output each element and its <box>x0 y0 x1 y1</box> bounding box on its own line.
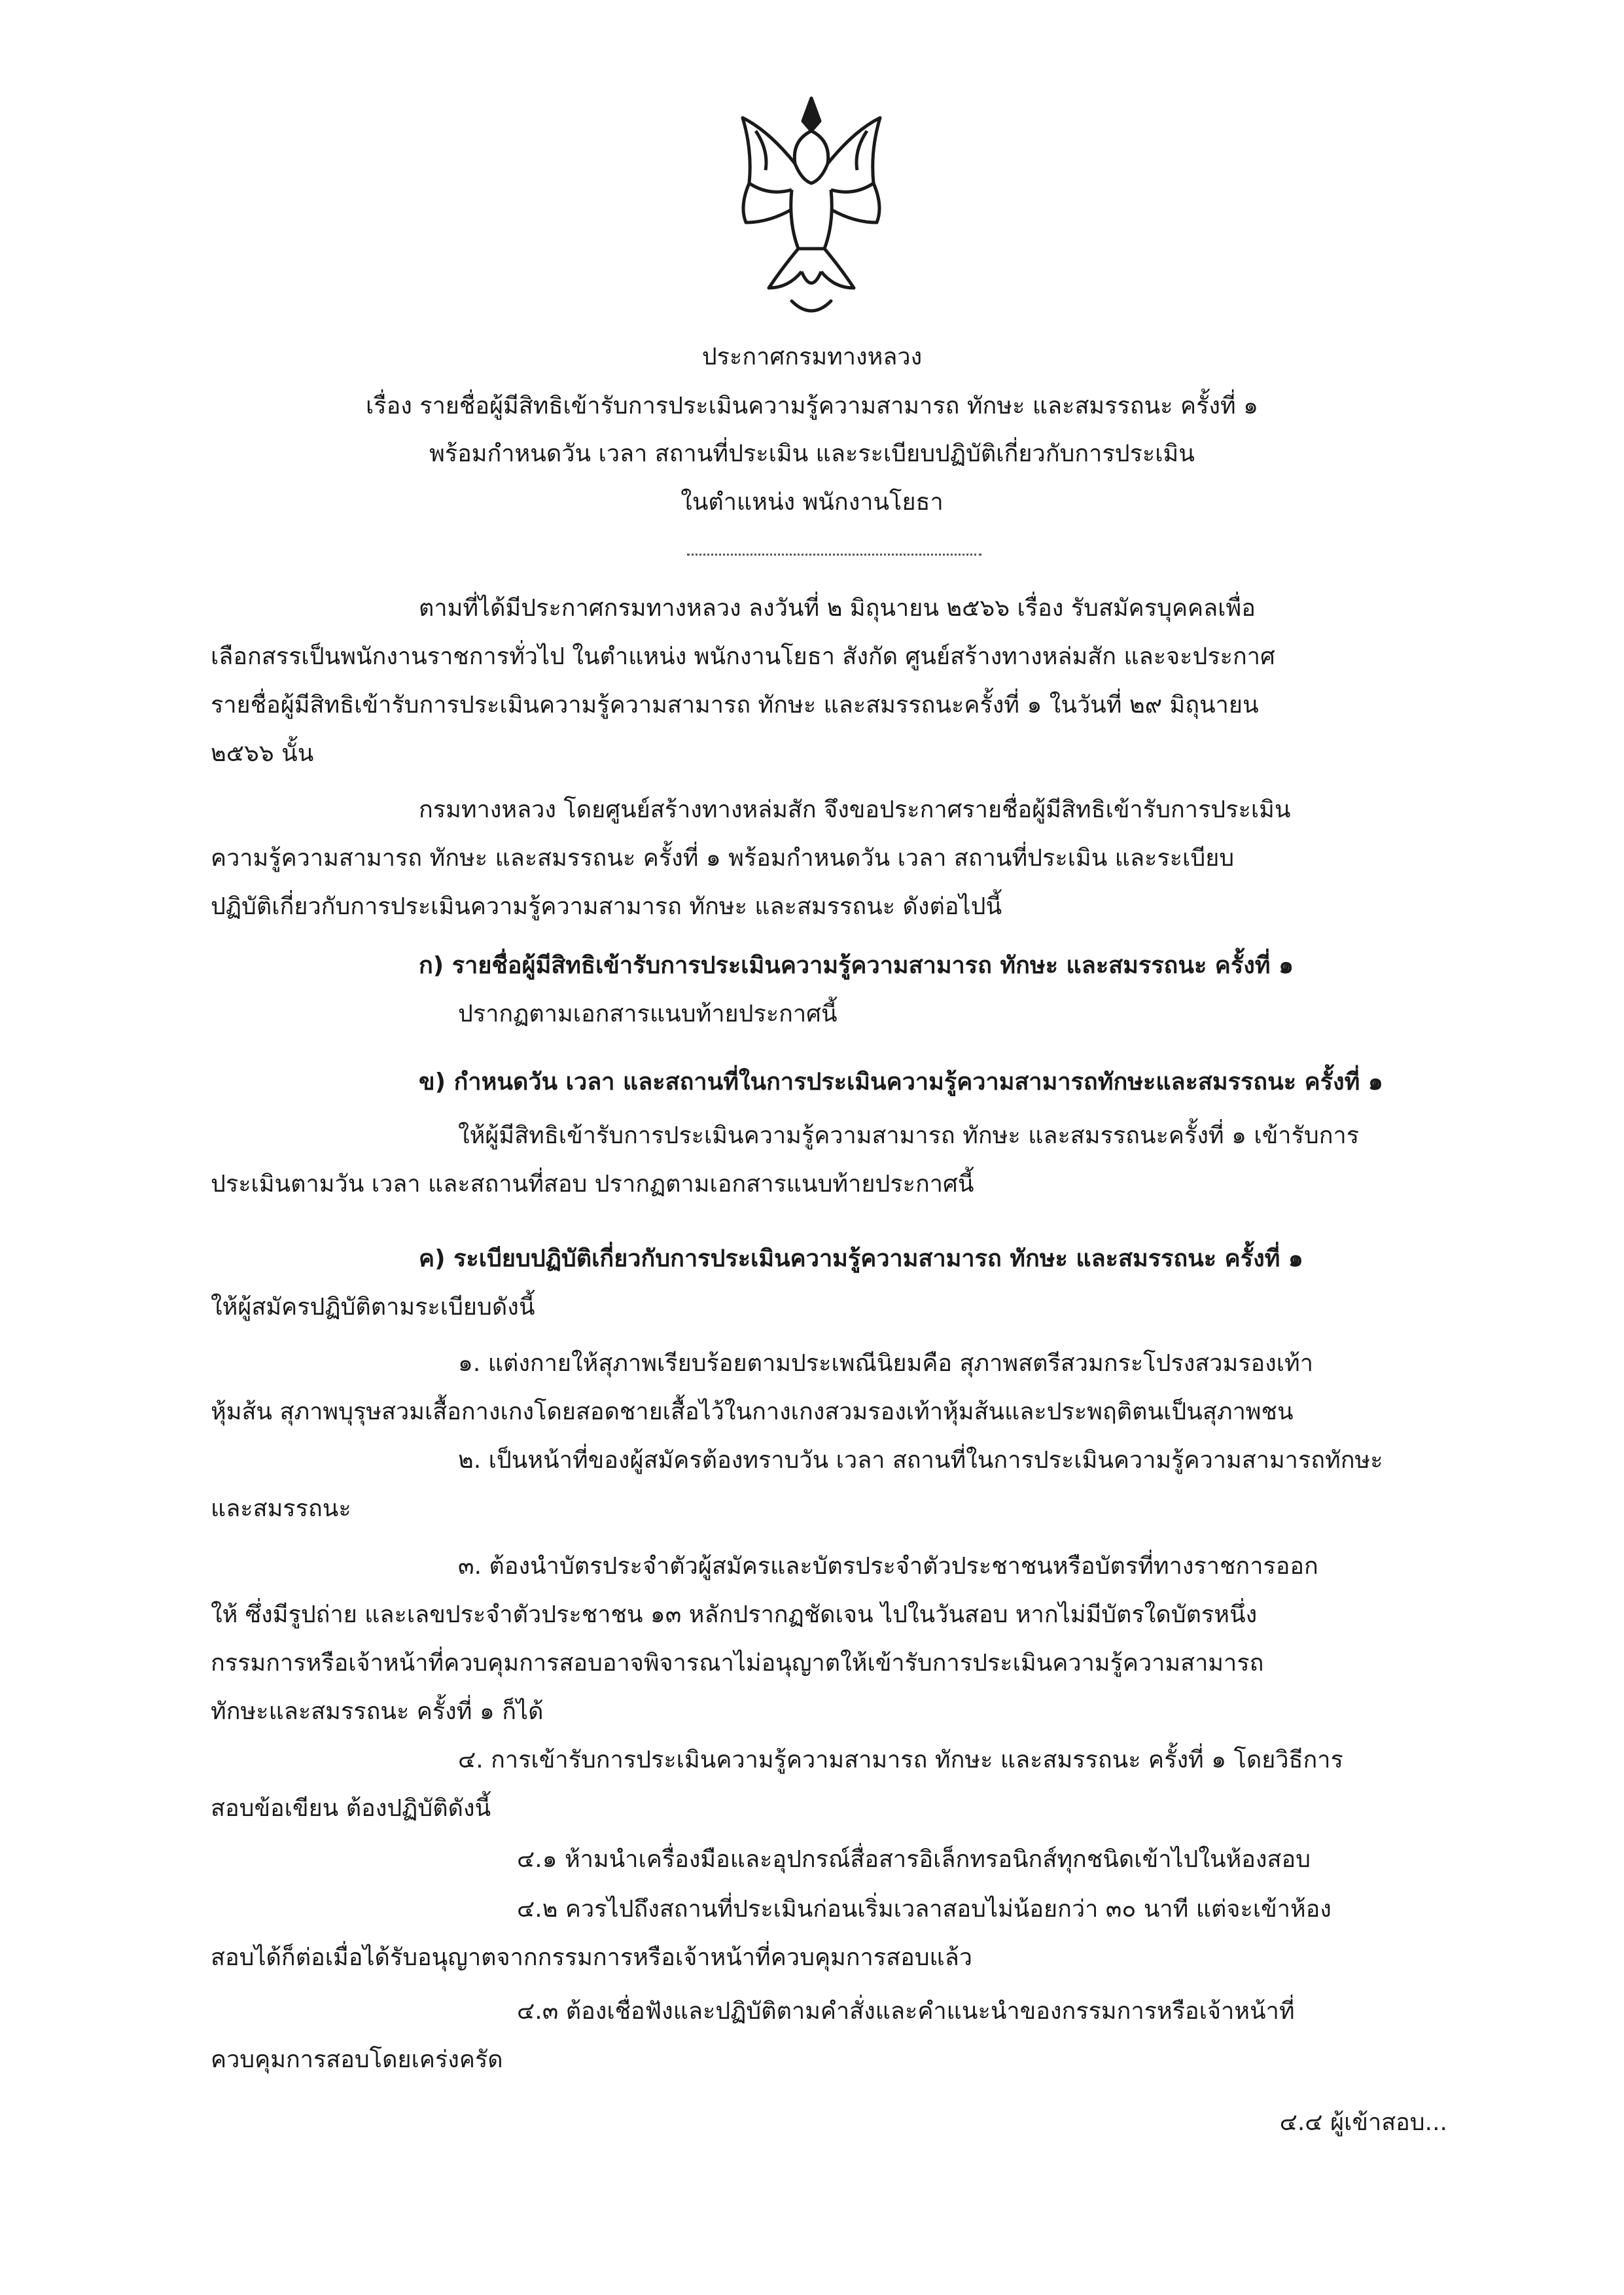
garuda-emblem-icon <box>730 92 893 327</box>
section-a-heading: ก) รายชื่อผู้มีสิทธิเข้ารับการประเมินความรู้ความสามารถ ทักษะ และสมรรถนะ ครั้งที่ ๑ <box>419 952 1294 979</box>
intro-p1-line-2: เลือกสรรเป็นพนักงานราชการทั่วไป ในตำแหน่ง พนักงานโยธา สังกัด ศูนย์สร้างทางหล่มสัก และจะประกาศ <box>211 643 1275 670</box>
rule-2-line-2: และสมรรถนะ <box>211 1495 351 1522</box>
rule-4-line-1: ๔. การเข้ารับการประเมินความรู้ความสามารถ ทักษะ และสมรรถนะ ครั้งที่ ๑ โดยวิธีการ <box>458 1747 1343 1773</box>
section-c-heading: ค) ระเบียบปฏิบัติเกี่ยวกับการประเมินความรู้ความสามารถ ทักษะ และสมรรถนะ ครั้งที่ ๑ <box>419 1245 1303 1272</box>
rule-1-line-1: ๑. แต่งกายให้สุภาพเรียบร้อยตามประเพณีนิยมคือ สุภาพสตรีสวมกระโปรงสวมรองเท้า <box>458 1350 1313 1377</box>
section-c-intro: ให้ผู้สมัครปฏิบัติตามระเบียบดังนี้ <box>211 1294 535 1321</box>
rule-1-line-2: หุ้มส้น สุภาพบุรุษสวมเสื้อกางเกงโดยสอดชายเสื้อไว้ในกางเกงสวมรองเท้าหุ้มส้นและประพฤติตนเป็นสุภาพชน <box>211 1398 1294 1425</box>
subject-line-2: พร้อมกำหนดวัน เวลา สถานที่ประเมิน และระเบียบปฏิบัติเกี่ยวกับการประเมิน <box>429 440 1195 467</box>
rule-2-line-1: ๒. เป็นหน้าที่ของผู้สมัครต้องทราบวัน เวลา สถานที่ในการประเมินความรู้ความสามารถทักษะ <box>458 1447 1383 1474</box>
rule-3-line-1: ๓. ต้องนำบัตรประจำตัวผู้สมัครและบัตรประจำตัวประชาชนหรือบัตรที่ทางราชการออก <box>458 1553 1318 1580</box>
intro-p2-line-1: กรมทางหลวง โดยศูนย์สร้างทางหล่มสัก จึงขอประกาศรายชื่อผู้มีสิทธิเข้ารับการประเมิน <box>419 796 1291 823</box>
announcement-title: ประกาศกรมทางหลวง <box>701 344 923 370</box>
intro-p2-line-3: ปฏิบัติเกี่ยวกับการประเมินความรู้ความสามารถ ทักษะ และสมรรถนะ ดังต่อไปนี้ <box>211 893 1002 920</box>
section-b-line-1: ให้ผู้มีสิทธิเข้ารับการประเมินความรู้ความสามารถ ทักษะ และสมรรถนะครั้งที่ ๑ เข้ารับการ <box>458 1122 1360 1149</box>
subject-line-1: เรื่อง รายชื่อผู้มีสิทธิเข้ารับการประเมินความรู้ความสามารถ ทักษะ และสมรรถนะ ครั้งที่ ๑ <box>365 393 1259 419</box>
title-divider <box>687 554 981 556</box>
rule-4-3-line-1: ๔.๓ ต้องเชื่อฟังและปฏิบัติตามคำสั่งและคำแนะนำของกรรมการหรือเจ้าหน้าที่ <box>517 1998 1295 2025</box>
page-continuation: ๔.๔ ผู้เข้าสอบ... <box>1279 2109 1447 2136</box>
rule-4-1: ๔.๑ ห้ามนำเครื่องมือและอุปกรณ์สื่อสารอิเล็กทรอนิกส์ทุกชนิดเข้าไปในห้องสอบ <box>517 1846 1311 1873</box>
rule-4-2-line-1: ๔.๒ ควรไปถึงสถานที่ประเมินก่อนเริ่มเวลาสอบไม่น้อยกว่า ๓๐ นาที แต่จะเข้าห้อง <box>517 1896 1332 1923</box>
rule-3-line-3: กรรมการหรือเจ้าหน้าที่ควบคุมการสอบอาจพิจารณาไม่อนุญาตให้เข้ารับการประเมินความรู้ความสามารถ <box>211 1650 1264 1677</box>
intro-p1-line-3: รายชื่อผู้มีสิทธิเข้ารับการประเมินความรู้ความสามารถ ทักษะ และสมรรถนะครั้งที่ ๑ ในวันที่ ๒๙ มิถุนายน <box>211 692 1259 719</box>
subject-line-3: ในตำแหน่ง พนักงานโยธา <box>680 489 944 516</box>
section-b-heading: ข) กำหนดวัน เวลา และสถานที่ในการประเมินความรู้ความสามารถทักษะและสมรรถนะ ครั้งที่ ๑ <box>419 1069 1383 1095</box>
section-a-line-1: ปรากฏตามเอกสารแนบท้ายประกาศนี้ <box>458 1001 838 1027</box>
rule-3-line-4: ทักษะและสมรรถนะ ครั้งที่ ๑ ก็ได้ <box>211 1698 544 1725</box>
section-b-line-2: ประเมินตามวัน เวลา และสถานที่สอบ ปรากฏตามเอกสารแนบท้ายประกาศนี้ <box>211 1171 974 1198</box>
rule-4-line-2: สอบข้อเขียน ต้องปฏิบัติดังนี้ <box>211 1795 491 1822</box>
intro-p1-line-4: ๒๕๖๖ นั้น <box>211 740 314 767</box>
rule-4-2-line-2: สอบได้ก็ต่อเมื่อได้รับอนุญาตจากกรรมการหรือเจ้าหน้าที่ควบคุมการสอบแล้ว <box>211 1944 973 1971</box>
intro-p1-line-1: ตามที่ได้มีประกาศกรมทางหลวง ลงวันที่ ๒ มิถุนายน ๒๕๖๖ เรื่อง รับสมัครบุคคลเพื่อ <box>419 595 1256 622</box>
rule-3-line-2: ให้ ซึ่งมีรูปถ่าย และเลขประจำตัวประชาชน ๑๓ หลักปรากฏชัดเจน ไปในวันสอบ หากไม่มีบัตรใดบัตรหนึ่ง <box>211 1601 1258 1628</box>
rule-4-3-line-2: ควบคุมการสอบโดยเคร่งครัด <box>211 2046 503 2073</box>
intro-p2-line-2: ความรู้ความสามารถ ทักษะ และสมรรถนะ ครั้งที่ ๑ พร้อมกำหนดวัน เวลา สถานที่ประเมิน และระเบียบ <box>211 845 1235 872</box>
